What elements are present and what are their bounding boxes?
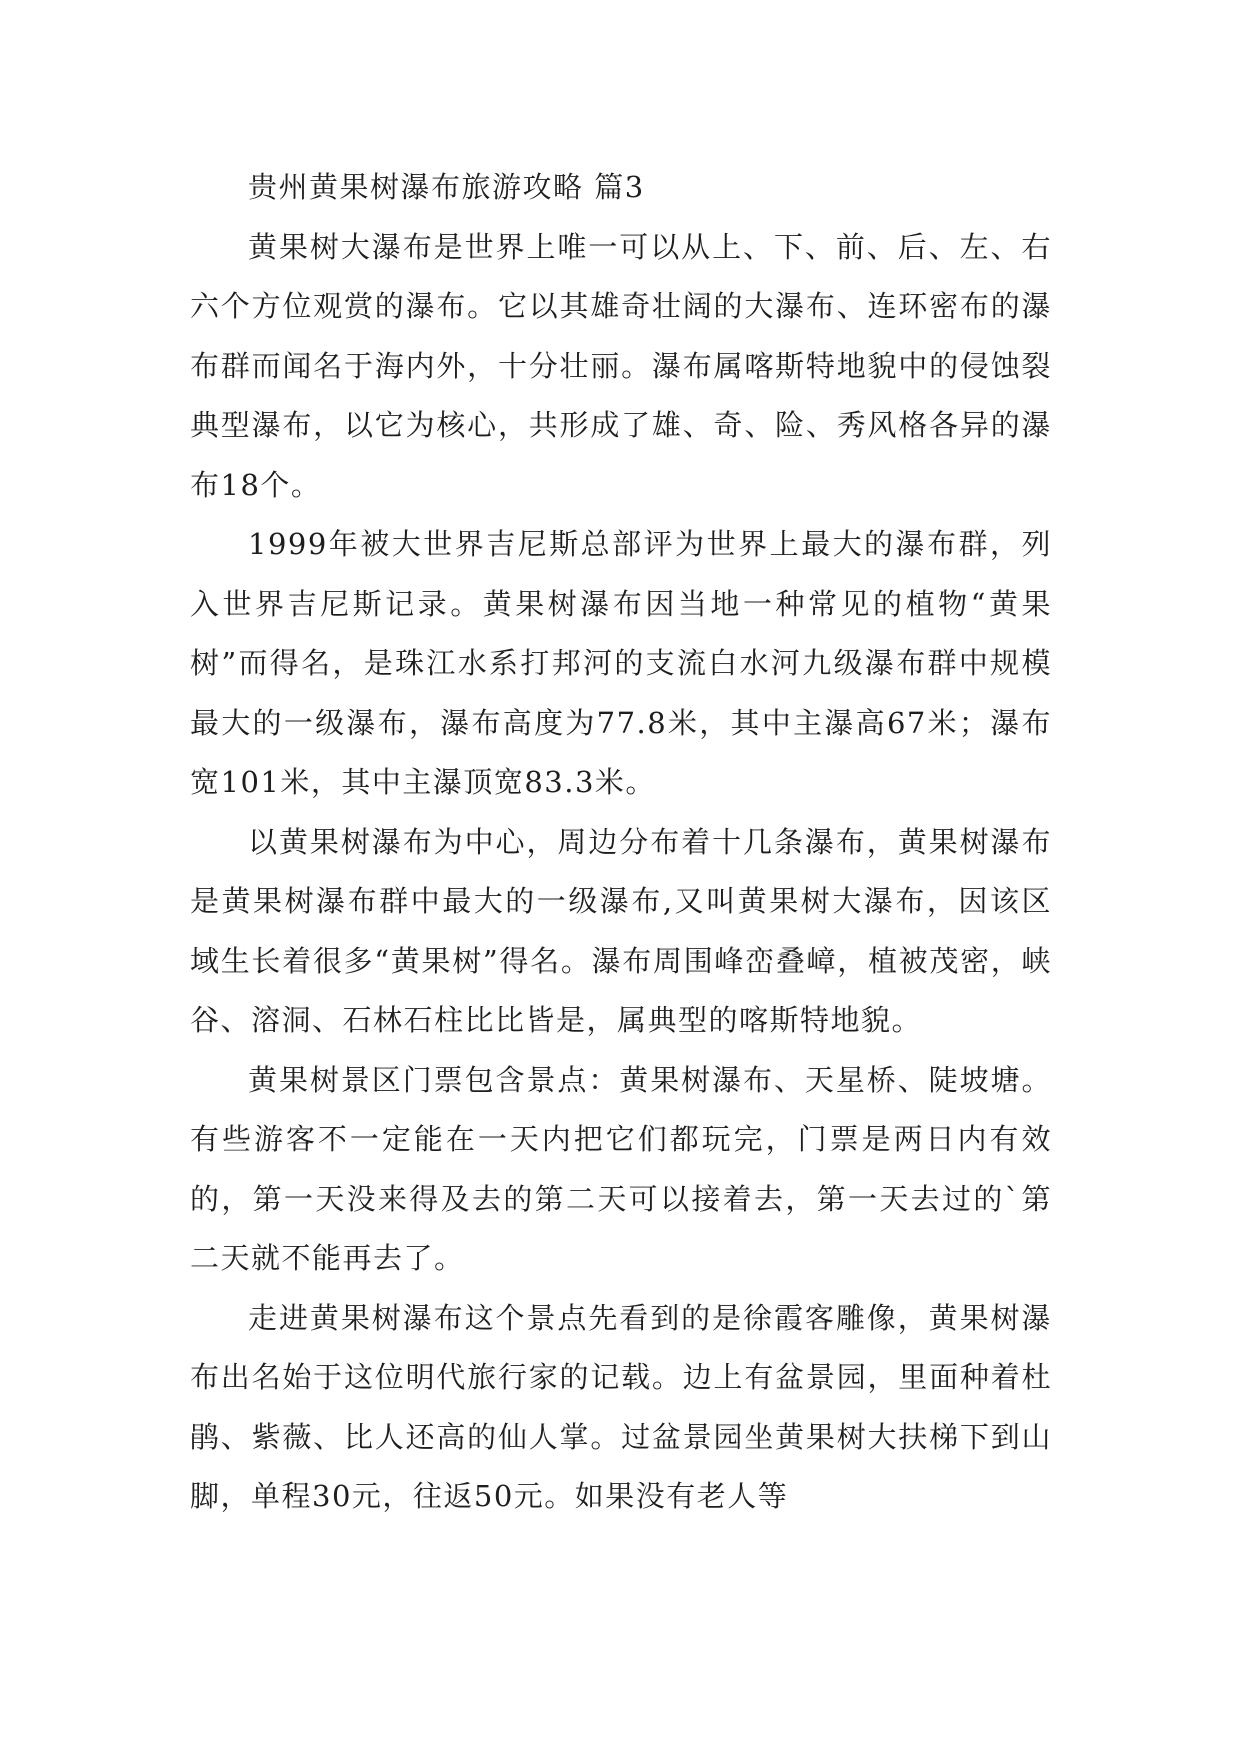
paragraph-2: 1999年被大世界吉尼斯总部评为世界上最大的瀑布群，列入世界吉尼斯记录。黄果树瀑布因当地一种常见的植物“黄果树”而得名，是珠江水系打邦河的支流白水河九级瀑布群中规模最大的一级瀑布，瀑布高度为77.8米，其中主瀑高67米；瀑布宽101米，其中主瀑顶宽83.3米。 <box>190 527 1052 799</box>
paragraph-4: 黄果树景区门票包含景点：黄果树瀑布、天星桥、陡坡塘。有些游客不一定能在一天内把它们都玩完，门票是两日内有效的，第一天没来得及去的第二天可以接着去，第一天去过的`第二天就不能再去了。 <box>190 1062 1052 1275</box>
paragraph-3: 以黄果树瀑布为中心，周边分布着十几条瀑布，黄果树瀑布是黄果树瀑布群中最大的一级瀑布,又叫黄果树大瀑布，因该区域生长着很多“黄果树”得名。瀑布周围峰峦叠嶂，植被茂密，峡谷、溶洞、石林石柱比比皆是，属典型的喀斯特地貌。 <box>190 824 1052 1037</box>
document-body <box>190 158 1052 1527</box>
paragraph-5: 走进黄果树瀑布这个景点先看到的是徐霞客雕像，黄果树瀑布出名始于这位明代旅行家的记载。边上有盆景园，里面种着杜鹃、紫薇、比人还高的仙人掌。过盆景园坐黄果树大扶梯下到山脚，单程30元，往返50元。如果没有老人等 <box>190 1300 1052 1513</box>
section-heading: 贵州黄果树瀑布旅游攻略 篇3 <box>248 170 645 204</box>
paragraph-1: 黄果树大瀑布是世界上唯一可以从上、下、前、后、左、右六个方位观赏的瀑布。它以其雄奇壮阔的大瀑布、连环密布的瀑布群而闻名于海内外，十分壮丽。瀑布属喀斯特地貌中的侵蚀裂典型瀑布，以它为核心，共形成了雄、奇、险、秀风格各异的瀑布18个。 <box>190 229 1052 502</box>
